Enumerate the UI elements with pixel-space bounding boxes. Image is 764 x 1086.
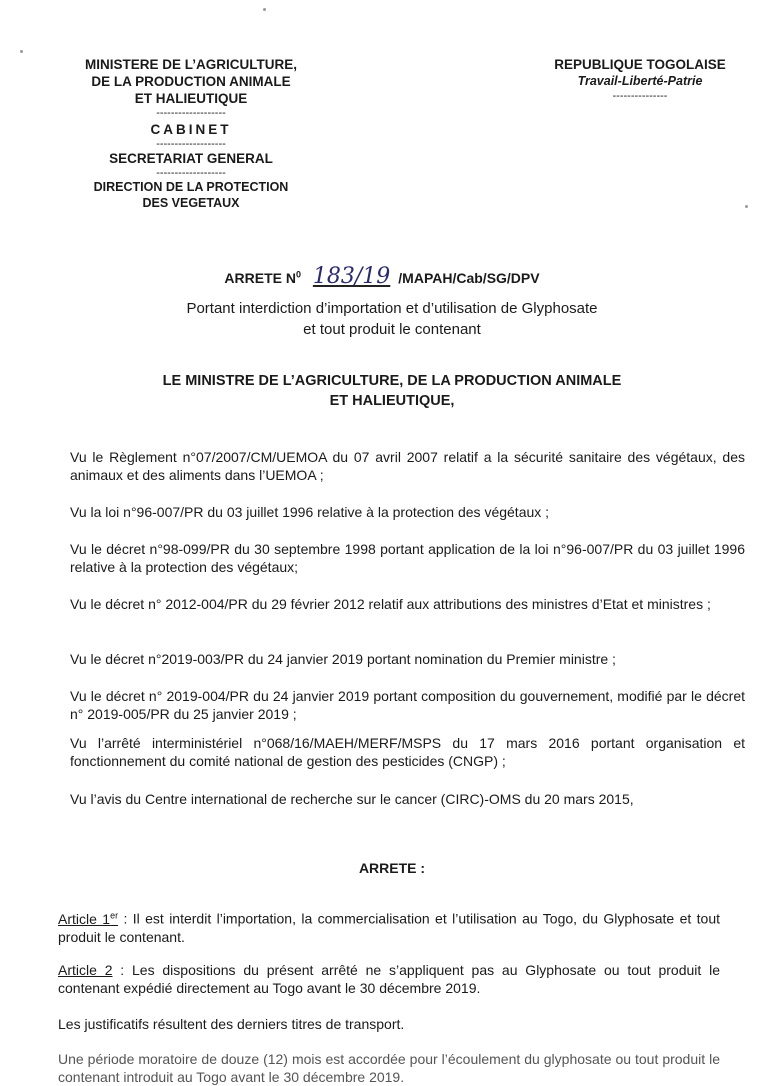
visa-paragraph: Vu le décret n° 2019-004/PR du 24 janvier 2019 portant composition du gouvernement, modifié par le décret n° 2019-005/PR du 25 janvier 2019 ; [70, 688, 745, 722]
subject-line2: et tout produit le contenant [303, 321, 481, 338]
visa-paragraph: Vu l’arrêté interministériel n°068/16/MAEH/MERF/MSPS du 17 mars 2016 portant organisation et fonctionnement du comité national de gestion des pesticides (CNGP) ; [70, 735, 745, 769]
visa-paragraph: Vu l’avis du Centre international de recherche sur le cancer (CIRC)-OMS du 20 mars 2015, [70, 791, 634, 807]
separator: ------------------- [156, 107, 226, 119]
article-2-text: : Les dispositions du présent arrêté ne s’appliquent pas au Glyphosate ou tout produit le contenant expédié directement au Togo avant le 30 décembre 2019. [58, 962, 720, 996]
republic-header [530, 56, 750, 102]
ministry-name-line1: MINISTERE DE L’AGRICULTURE, [84, 57, 297, 72]
moratoire-paragraph: Une période moratoire de douze (12) mois est accordée pour l’écoulement du glyphosate ou tout produit le contenant introduit au Togo avant le 30 décembre 2019. [58, 1051, 720, 1085]
scan-speck [263, 8, 266, 11]
arrete-degree: 0 [295, 269, 301, 280]
subject-line1: Portant interdiction d’importation et d’utilisation de Glyphosate [186, 300, 598, 317]
handwritten-number: 183/19 [312, 264, 391, 289]
ministry-name-line2: DE LA PRODUCTION ANIMALE [91, 74, 291, 89]
article-2 [58, 961, 720, 997]
justificatifs-paragraph: Les justificatifs résultent des derniers titres de transport. [58, 1016, 405, 1032]
article-1 [58, 906, 720, 946]
visa-paragraph: Vu le décret n° 2012-004/PR du 29 février 2012 relatif aux attributions des ministres d’Etat et ministres ; [70, 596, 711, 612]
minister-title [0, 371, 764, 411]
ministry-name-line3: ET HALIEUTIQUE [134, 91, 248, 106]
visa-paragraph: Vu le décret n°98-099/PR du 30 septembre 1998 portant application de la loi n°96-007/PR du 03 juillet 1996 relative à la protection des végétaux; [70, 541, 745, 575]
ministry-header [56, 56, 326, 211]
secretariat-label: SECRETARIAT GENERAL [109, 151, 273, 166]
arrete-prefix: ARRETE N [224, 270, 296, 286]
direction-line1: DIRECTION DE LA PROTECTION [93, 180, 289, 194]
article-1-label: Article 1er [58, 910, 119, 927]
separator: --------------- [612, 90, 668, 102]
visa-paragraph: Vu le Règlement n°07/2007/CM/UEMOA du 07 avril 2007 relatif a la sécurité sanitaire des végétaux, des animaux et des aliments dans l’UEMOA ; [70, 449, 745, 483]
arrete-number [0, 264, 764, 289]
republic-name: REPUBLIQUE TOGOLAISE [554, 57, 726, 72]
visa-paragraph: Vu le décret n°2019-003/PR du 24 janvier 2019 portant nomination du Premier ministre ; [70, 651, 616, 667]
arrete-suffix: /MAPAH/Cab/SG/DPV [398, 270, 540, 286]
article-1-text: : Il est interdit l’importation, la commercialisation et l’utilisation au Togo, du Glyphosate et tout produit le contenant. [58, 910, 720, 945]
cabinet-label: CABINET [150, 122, 232, 137]
minister-line1: LE MINISTRE DE L’AGRICULTURE, DE LA PRODUCTION ANIMALE [162, 373, 622, 389]
scan-speck [20, 50, 23, 53]
minister-line2: ET HALIEUTIQUE, [329, 393, 455, 409]
scan-speck [745, 205, 748, 208]
direction-line2: DES VEGETAUX [142, 196, 240, 210]
arrete-heading: ARRETE : [358, 860, 426, 876]
article-2-label: Article 2 [58, 962, 113, 978]
visa-paragraph: Vu la loi n°96-007/PR du 03 juillet 1996 relative à la protection des végétaux ; [70, 504, 550, 520]
republic-motto: Travail-Liberté-Patrie [577, 74, 703, 88]
separator: ------------------- [156, 138, 226, 150]
separator: ------------------- [156, 167, 226, 179]
arrete-subject [0, 298, 764, 340]
